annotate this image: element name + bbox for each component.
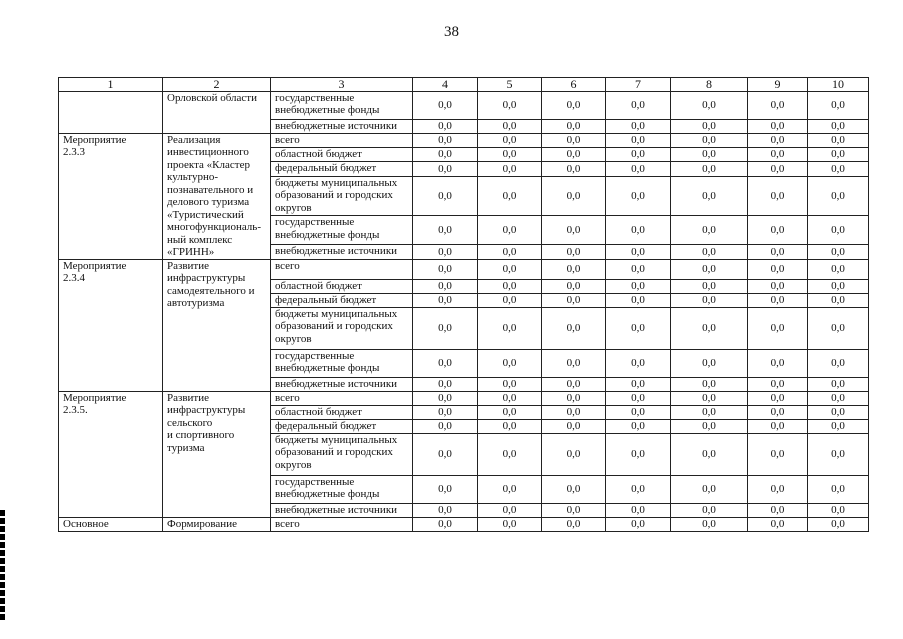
value-cell: 0,0: [748, 259, 808, 279]
funding-source-cell: бюджеты муниципальных образований и городских округов: [271, 176, 413, 216]
column-header: 9: [748, 78, 808, 92]
value-cell: 0,0: [671, 147, 748, 161]
value-cell: 0,0: [671, 216, 748, 245]
value-cell: 0,0: [606, 475, 671, 503]
value-cell: 0,0: [671, 133, 748, 147]
value-cell: 0,0: [413, 377, 478, 391]
value-cell: 0,0: [671, 349, 748, 377]
funding-source-cell: внебюджетные источники: [271, 503, 413, 517]
value-cell: 0,0: [748, 162, 808, 176]
value-cell: 0,0: [808, 349, 869, 377]
value-cell: 0,0: [478, 419, 542, 433]
column-header: 4: [413, 78, 478, 92]
value-cell: 0,0: [606, 259, 671, 279]
value-cell: 0,0: [748, 419, 808, 433]
value-cell: 0,0: [413, 503, 478, 517]
value-cell: 0,0: [671, 433, 748, 475]
value-cell: 0,0: [413, 119, 478, 133]
table-row: [59, 391, 869, 405]
value-cell: 0,0: [748, 216, 808, 245]
value-cell: 0,0: [478, 405, 542, 419]
value-cell: 0,0: [542, 216, 606, 245]
table-row: [59, 91, 869, 119]
value-cell: 0,0: [478, 259, 542, 279]
measure-title-cell: Развитие инфраструктуры сельского и спортивного туризма: [163, 391, 271, 517]
value-cell: 0,0: [478, 517, 542, 531]
value-cell: 0,0: [606, 349, 671, 377]
value-cell: 0,0: [748, 133, 808, 147]
value-cell: 0,0: [542, 433, 606, 475]
column-header: 7: [606, 78, 671, 92]
funding-source-cell: государственные внебюджетные фонды: [271, 91, 413, 119]
value-cell: 0,0: [606, 419, 671, 433]
measure-cell: Мероприятие 2.3.5.: [59, 391, 163, 517]
value-cell: 0,0: [671, 419, 748, 433]
measure-cell: Основное: [59, 517, 163, 531]
value-cell: 0,0: [808, 279, 869, 293]
value-cell: 0,0: [671, 475, 748, 503]
value-cell: 0,0: [606, 216, 671, 245]
value-cell: 0,0: [413, 293, 478, 307]
value-cell: 0,0: [542, 517, 606, 531]
value-cell: 0,0: [606, 279, 671, 293]
value-cell: 0,0: [413, 245, 478, 259]
funding-source-cell: всего: [271, 259, 413, 279]
value-cell: 0,0: [748, 176, 808, 216]
value-cell: 0,0: [542, 391, 606, 405]
column-header: 8: [671, 78, 748, 92]
value-cell: 0,0: [478, 475, 542, 503]
funding-source-cell: государственные внебюджетные фонды: [271, 216, 413, 245]
value-cell: 0,0: [413, 279, 478, 293]
value-cell: 0,0: [808, 419, 869, 433]
value-cell: 0,0: [413, 147, 478, 161]
value-cell: 0,0: [808, 147, 869, 161]
value-cell: 0,0: [671, 176, 748, 216]
value-cell: 0,0: [671, 245, 748, 259]
value-cell: 0,0: [808, 433, 869, 475]
value-cell: 0,0: [606, 391, 671, 405]
value-cell: 0,0: [413, 475, 478, 503]
value-cell: 0,0: [671, 91, 748, 119]
value-cell: 0,0: [748, 405, 808, 419]
value-cell: 0,0: [606, 162, 671, 176]
column-header: 3: [271, 78, 413, 92]
value-cell: 0,0: [748, 119, 808, 133]
funding-source-cell: всего: [271, 133, 413, 147]
funding-source-cell: внебюджетные источники: [271, 377, 413, 391]
value-cell: 0,0: [671, 503, 748, 517]
value-cell: 0,0: [808, 162, 869, 176]
value-cell: 0,0: [542, 377, 606, 391]
value-cell: 0,0: [413, 307, 478, 349]
table-row: [59, 259, 869, 279]
value-cell: 0,0: [478, 162, 542, 176]
value-cell: 0,0: [478, 216, 542, 245]
value-cell: 0,0: [748, 377, 808, 391]
value-cell: 0,0: [606, 133, 671, 147]
value-cell: 0,0: [748, 433, 808, 475]
page-number: 38: [444, 24, 459, 40]
value-cell: 0,0: [413, 517, 478, 531]
funding-source-cell: федеральный бюджет: [271, 419, 413, 433]
value-cell: 0,0: [808, 503, 869, 517]
value-cell: 0,0: [606, 176, 671, 216]
value-cell: 0,0: [606, 405, 671, 419]
funding-source-cell: всего: [271, 517, 413, 531]
value-cell: 0,0: [478, 133, 542, 147]
value-cell: 0,0: [606, 293, 671, 307]
value-cell: 0,0: [542, 475, 606, 503]
value-cell: 0,0: [748, 517, 808, 531]
value-cell: 0,0: [413, 349, 478, 377]
value-cell: 0,0: [671, 162, 748, 176]
value-cell: 0,0: [808, 391, 869, 405]
value-cell: 0,0: [808, 259, 869, 279]
funding-source-cell: федеральный бюджет: [271, 293, 413, 307]
value-cell: 0,0: [478, 307, 542, 349]
value-cell: 0,0: [808, 216, 869, 245]
value-cell: 0,0: [671, 259, 748, 279]
value-cell: 0,0: [808, 517, 869, 531]
column-header: 5: [478, 78, 542, 92]
value-cell: 0,0: [748, 91, 808, 119]
value-cell: 0,0: [748, 503, 808, 517]
value-cell: 0,0: [478, 503, 542, 517]
column-header: 10: [808, 78, 869, 92]
measure-cell: Мероприятие 2.3.3: [59, 133, 163, 259]
value-cell: 0,0: [478, 391, 542, 405]
value-cell: 0,0: [606, 517, 671, 531]
value-cell: 0,0: [808, 475, 869, 503]
value-cell: 0,0: [413, 391, 478, 405]
value-cell: 0,0: [671, 405, 748, 419]
value-cell: 0,0: [748, 279, 808, 293]
value-cell: 0,0: [413, 405, 478, 419]
value-cell: 0,0: [671, 377, 748, 391]
value-cell: 0,0: [671, 293, 748, 307]
funding-source-cell: внебюджетные источники: [271, 245, 413, 259]
table-body: [59, 91, 869, 531]
value-cell: 0,0: [606, 147, 671, 161]
value-cell: 0,0: [606, 91, 671, 119]
measure-cell: [59, 91, 163, 133]
measure-title-cell: Развитие инфраструктуры самодеятельного и автотуризма: [163, 259, 271, 391]
measure-title-cell: Реализация инвестиционного проекта «Кластер культурно- познавательного и делового туризма «Туристический многофункциональ- ный комплекс «ГРИНН»: [163, 133, 271, 259]
value-cell: 0,0: [478, 147, 542, 161]
value-cell: 0,0: [606, 307, 671, 349]
value-cell: 0,0: [542, 419, 606, 433]
table-row: [59, 517, 869, 531]
funding-source-cell: внебюджетные источники: [271, 119, 413, 133]
funding-source-cell: федеральный бюджет: [271, 162, 413, 176]
value-cell: 0,0: [413, 433, 478, 475]
value-cell: 0,0: [542, 162, 606, 176]
table-header: [59, 78, 869, 92]
value-cell: 0,0: [808, 293, 869, 307]
value-cell: 0,0: [542, 503, 606, 517]
value-cell: 0,0: [413, 91, 478, 119]
value-cell: 0,0: [413, 133, 478, 147]
value-cell: 0,0: [542, 176, 606, 216]
value-cell: 0,0: [808, 307, 869, 349]
measure-title-cell: Формирование: [163, 517, 271, 531]
value-cell: 0,0: [748, 475, 808, 503]
value-cell: 0,0: [542, 405, 606, 419]
value-cell: 0,0: [478, 279, 542, 293]
funding-source-cell: бюджеты муниципальных образований и городских округов: [271, 307, 413, 349]
value-cell: 0,0: [542, 349, 606, 377]
value-cell: 0,0: [808, 91, 869, 119]
value-cell: 0,0: [542, 259, 606, 279]
value-cell: 0,0: [478, 293, 542, 307]
measure-title-cell: Орловской области: [163, 91, 271, 133]
funding-source-cell: государственные внебюджетные фонды: [271, 349, 413, 377]
value-cell: 0,0: [542, 293, 606, 307]
value-cell: 0,0: [606, 433, 671, 475]
value-cell: 0,0: [478, 349, 542, 377]
funding-source-cell: областной бюджет: [271, 405, 413, 419]
value-cell: 0,0: [542, 119, 606, 133]
value-cell: 0,0: [748, 293, 808, 307]
value-cell: 0,0: [478, 433, 542, 475]
table-row: [59, 133, 869, 147]
value-cell: 0,0: [542, 133, 606, 147]
value-cell: 0,0: [478, 91, 542, 119]
value-cell: 0,0: [748, 245, 808, 259]
value-cell: 0,0: [748, 391, 808, 405]
value-cell: 0,0: [748, 349, 808, 377]
value-cell: 0,0: [413, 419, 478, 433]
value-cell: 0,0: [808, 405, 869, 419]
value-cell: 0,0: [671, 517, 748, 531]
value-cell: 0,0: [478, 176, 542, 216]
value-cell: 0,0: [748, 147, 808, 161]
value-cell: 0,0: [671, 279, 748, 293]
value-cell: 0,0: [808, 133, 869, 147]
header-row: [59, 78, 869, 92]
value-cell: 0,0: [413, 162, 478, 176]
value-cell: 0,0: [606, 119, 671, 133]
value-cell: 0,0: [606, 245, 671, 259]
column-header: 6: [542, 78, 606, 92]
value-cell: 0,0: [478, 245, 542, 259]
value-cell: 0,0: [808, 176, 869, 216]
value-cell: 0,0: [606, 503, 671, 517]
value-cell: 0,0: [748, 307, 808, 349]
value-cell: 0,0: [671, 391, 748, 405]
measure-cell: Мероприятие 2.3.4: [59, 259, 163, 391]
value-cell: 0,0: [671, 119, 748, 133]
value-cell: 0,0: [542, 307, 606, 349]
funding-source-cell: областной бюджет: [271, 279, 413, 293]
column-header: 2: [163, 78, 271, 92]
value-cell: 0,0: [413, 216, 478, 245]
value-cell: 0,0: [808, 377, 869, 391]
column-header: 1: [59, 78, 163, 92]
value-cell: 0,0: [413, 259, 478, 279]
value-cell: 0,0: [808, 119, 869, 133]
value-cell: 0,0: [478, 119, 542, 133]
funding-source-cell: государственные внебюджетные фонды: [271, 475, 413, 503]
value-cell: 0,0: [542, 279, 606, 293]
value-cell: 0,0: [478, 377, 542, 391]
funding-source-cell: всего: [271, 391, 413, 405]
value-cell: 0,0: [542, 245, 606, 259]
value-cell: 0,0: [606, 377, 671, 391]
budget-table: [58, 77, 869, 532]
value-cell: 0,0: [413, 176, 478, 216]
value-cell: 0,0: [808, 245, 869, 259]
funding-source-cell: бюджеты муниципальных образований и городских округов: [271, 433, 413, 475]
funding-source-cell: областной бюджет: [271, 147, 413, 161]
value-cell: 0,0: [671, 307, 748, 349]
value-cell: 0,0: [542, 147, 606, 161]
value-cell: 0,0: [542, 91, 606, 119]
scan-edge-mark: [0, 510, 5, 620]
